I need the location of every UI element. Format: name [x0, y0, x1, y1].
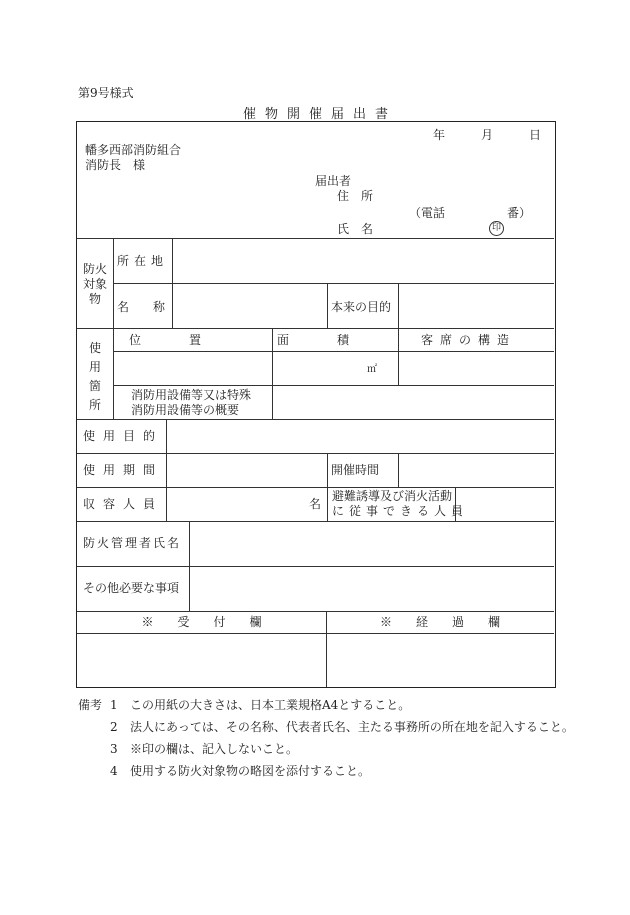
notes-heading: 備考 [78, 698, 103, 712]
usage-purpose-label: 使用目的 [83, 429, 164, 443]
note-item: 2 法人にあっては、その名称、代表者氏名、主たる事務所の所在地を記入すること。 [110, 720, 574, 734]
name-label: 氏 名 [337, 222, 374, 236]
phone-open: （電話 [409, 206, 446, 220]
usage-period-label: 使用期間 [83, 463, 164, 477]
usage-place-group-label: 使用箇所 [89, 341, 102, 412]
form-title: 催物開催届出書 [242, 107, 397, 122]
note-item: 備考 1 この用紙の大きさは、日本工業規格A4とすること。 [78, 694, 574, 716]
progress-label: ※ 経 過 欄 [379, 615, 500, 629]
other-label: その他必要な事項 [83, 581, 180, 595]
form-number: 第9号様式 [78, 86, 134, 100]
form-frame [76, 121, 556, 688]
phone-close: 番） [507, 206, 532, 220]
equipment-label-1: 消防用設備等又は特殊 [131, 388, 252, 402]
evacuation-label-1: 避難誘導及び消火活動 [332, 489, 453, 503]
location-label: 所在地 [117, 254, 169, 268]
equipment-label-2: 消防用設備等の概要 [131, 403, 240, 417]
addressee-org: 幡多西部消防組合 [85, 143, 182, 157]
event-hours-label: 開催時間 [331, 463, 380, 477]
area-label: 面 積 [277, 333, 350, 347]
date-year: 年 [433, 128, 446, 142]
evacuation-label-2: に従事できる人員 [332, 504, 469, 518]
notes-section [78, 694, 574, 782]
addressee-chief: 消防長 様 [85, 158, 146, 172]
area-unit: ㎡ [367, 364, 377, 375]
note-item: 4 使用する防火対象物の略図を添付すること。 [110, 764, 371, 778]
capacity-label: 収容人員 [83, 497, 164, 511]
fire-manager-label: 防火管理者氏名 [83, 536, 182, 550]
capacity-unit: 名 [309, 497, 322, 511]
target-name-label: 名 称 [117, 300, 166, 314]
date-day: 日 [529, 128, 542, 142]
seating-label: 客席の構造 [421, 333, 517, 347]
note-item: 3 ※印の欄は、記入しないこと。 [110, 742, 299, 756]
target-group-label: 防火対象物 [83, 262, 108, 306]
purpose-label: 本来の目的 [331, 300, 392, 314]
date-month: 月 [481, 128, 494, 142]
applicant-label: 届出者 [315, 174, 352, 188]
reception-label: ※ 受 付 欄 [141, 615, 262, 629]
position-label: 位 置 [129, 333, 202, 347]
address-label: 住 所 [337, 189, 374, 203]
seal-mark: 印 [489, 221, 504, 236]
